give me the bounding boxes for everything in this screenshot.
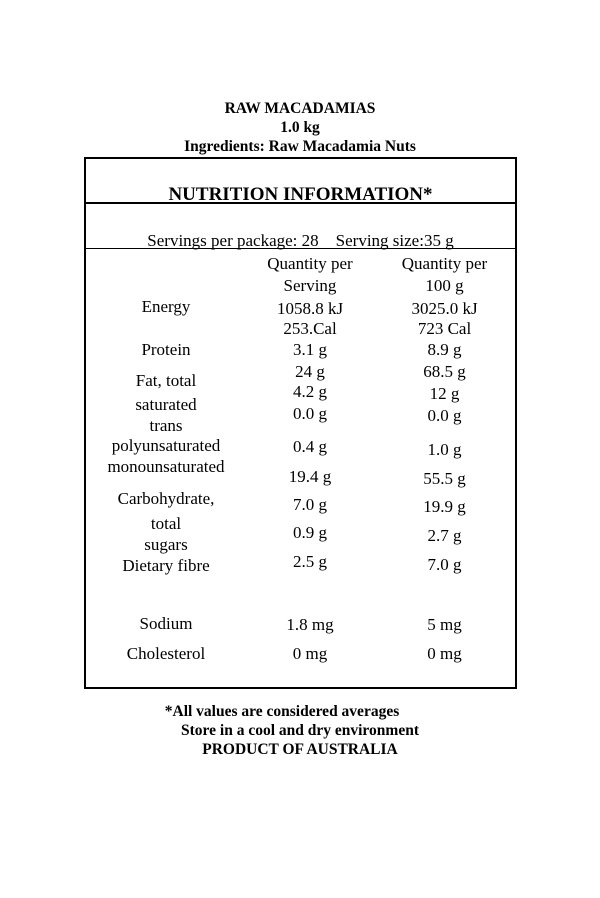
sodium-label: Sodium [139,614,193,633]
carbohydrate-label: Carbohydrate, [117,489,215,508]
monounsaturated-serving: 19.4 g [288,467,332,486]
dietary-fibre-100g: 7.0 g [427,555,462,574]
col-header-100g-line1: Quantity per [401,254,488,273]
carb-total-serving: 0.9 g [293,523,327,542]
panel-title: NUTRITION INFORMATION* [168,184,433,205]
polyunsaturated-label: polyunsaturated [111,436,221,455]
product-weight: 1.0 kg [280,119,320,136]
fat-total-serving: 24 g [295,362,325,381]
dietary-fibre-serving: 2.5 g [293,552,327,571]
protein-serving: 3.1 g [293,340,327,359]
trans-100g: 0.0 g [427,406,462,425]
sodium-100g: 5 mg [427,615,462,634]
energy-kj-serving: 1058.8 kJ [276,299,344,318]
col-header-serving-line1: Quantity per [267,254,353,273]
trans-serving: 0.0 g [293,404,327,423]
product-name: RAW MACADAMIAS [224,100,376,117]
energy-cal-serving: 253.Cal [283,319,337,338]
carb-total-label: total [150,514,182,533]
trans-label: trans [149,416,183,435]
col-header-100g-line2: 100 g [425,276,464,295]
ingredients-line: Ingredients: Raw Macadamia Nuts [184,138,416,155]
servings-line: Servings per package: 28 Serving size:35 g [147,231,454,250]
carb-total-100g: 2.7 g [427,526,462,545]
averages-note: *All values are considered averages [164,703,400,720]
saturated-serving: 4.2 g [293,382,327,401]
origin-line: PRODUCT OF AUSTRALIA [202,741,398,758]
carbohydrate-100g: 19.9 g [423,497,466,516]
fat-total-100g: 68.5 g [423,362,466,381]
polyunsaturated-100g: 1.0 g [427,440,462,459]
protein-100g: 8.9 g [427,340,462,359]
cholesterol-100g: 0 mg [427,644,462,663]
protein-label: Protein [141,340,191,359]
energy-kj-100g: 3025.0 kJ [411,299,478,318]
cholesterol-serving: 0 mg [292,644,328,663]
energy-cal-100g: 723 Cal [417,319,472,338]
col-header-serving-line2: Serving [283,276,337,295]
polyunsaturated-serving: 0.4 g [293,437,327,456]
carbohydrate-serving: 7.0 g [293,495,327,514]
saturated-100g: 12 g [429,384,460,403]
monounsaturated-100g: 55.5 g [423,469,466,488]
sugars-label: sugars [144,535,188,554]
storage-note: Store in a cool and dry environment [181,722,419,739]
energy-label: Energy [141,297,191,316]
dietary-fibre-label: Dietary fibre [122,556,210,575]
cholesterol-label: Cholesterol [126,644,206,663]
monounsaturated-label: monounsaturated [107,457,225,476]
sodium-serving: 1.8 mg [286,615,334,634]
saturated-label: saturated [135,395,197,414]
fat-total-label: Fat, total [135,371,197,390]
